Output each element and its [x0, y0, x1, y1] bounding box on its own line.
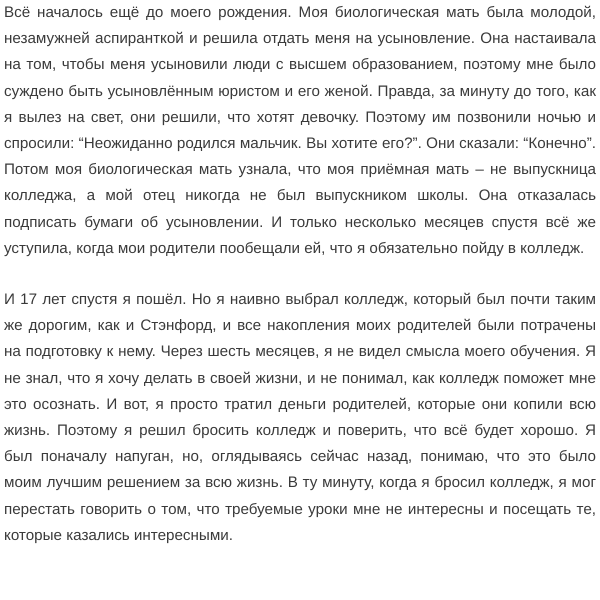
- paragraph-2: И 17 лет спустя я пошёл. Но я наивно выбрал колледж, который был почти таким же дорогим, как и Стэнфорд, и все накопления моих родителей были потрачены на подготовку к нему. Через шесть месяцев, я не видел смысла моего обучения. Я не знал, что я хочу делать в своей жизни, и не понимал, как колледж поможет мне это осознать. И вот, я просто тратил деньги родителей, которые они копили всю жизнь. Поэтому я решил бросить колледж и поверить, что всё будет хорошо. Я был поначалу напуган, но, оглядываясь сейчас назад, понимаю, что это было моим лучшим решением за всю жизнь. В ту минуту, когда я бросил колледж, я мог перестать говорить о том, что требуемые уроки мне не интересны и посещать те, которые казались интересными.: [4, 291, 596, 544]
- paragraph-1: Всё началось ещё до моего рождения. Моя биологическая мать была молодой, незамужней аспиранткой и решила отдать меня на усыновление. Она настаивала на том, чтобы меня усыновили люди с высшем образованием, поэтому мне было суждено быть усыновлённым юристом и его женой. Правда, за минуту до того, как я вылез на свет, они решили, что хотят девочку. Поэтому им позвонили ночью и спросили: “Неожиданно родился мальчик. Вы хотите его?”. Они сказали: “Конечно”. Потом моя биологическая мать узнала, что моя приёмная мать – не выпускница колледжа, а мой отец никогда не был выпускником школы. Она отказалась подписать бумаги об усыновлении. И только несколько месяцев спустя всё же уступила, когда мои родители пообещали ей, что я обязательно пойду в колледж.: [4, 4, 596, 257]
